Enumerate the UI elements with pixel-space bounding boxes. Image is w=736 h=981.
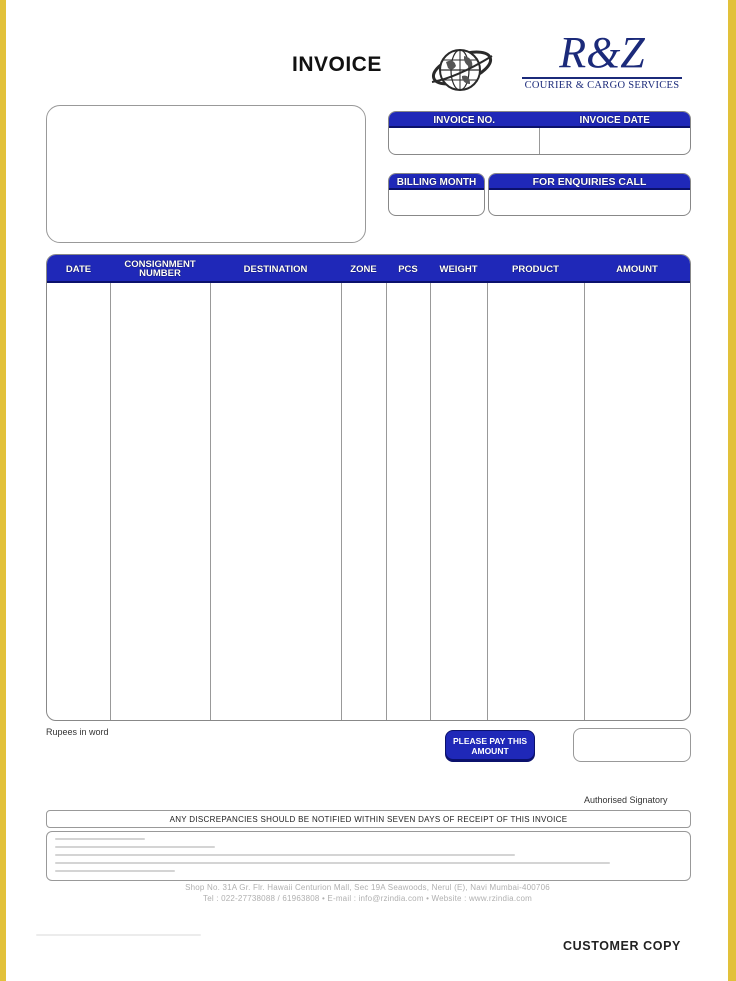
invoice-title: INVOICE: [292, 53, 382, 76]
col-pcs: PCS: [398, 263, 418, 275]
discrepancy-notice: [46, 810, 691, 828]
invoice-no-field[interactable]: [389, 128, 540, 154]
rupees-in-word-label: Rupees in word: [46, 727, 109, 737]
terms-line: [55, 846, 215, 848]
billing-month-label: BILLING MONTH: [396, 176, 477, 188]
invoice-number-date-box: [388, 111, 691, 155]
column-divider: [210, 283, 211, 720]
col-zone: ZONE: [350, 263, 377, 275]
invoice-page: [6, 0, 728, 981]
globe-logo-icon: [426, 38, 498, 100]
col-destination: DESTINATION: [243, 263, 308, 275]
terms-line: [55, 862, 610, 864]
brand-divider: [522, 77, 682, 79]
footer-contact: Tel : 022-27738088 / 61963808 • E-mail : info@rzindia.com • Website : www.rzindia.com: [203, 894, 532, 903]
enquiries-field[interactable]: [489, 190, 690, 215]
enquiries-box: [488, 173, 691, 216]
billing-month-box: [388, 173, 485, 216]
col-date: DATE: [65, 263, 92, 275]
terms-line: [55, 838, 145, 840]
table-header: [47, 255, 690, 283]
terms-box: [46, 831, 691, 881]
billing-month-field[interactable]: [389, 190, 484, 215]
brand-tagline: COURIER & CARGO SERVICES: [524, 80, 680, 91]
terms-line: [55, 870, 175, 872]
col-product: PRODUCT: [512, 263, 559, 275]
discrepancy-notice-text: ANY DISCREPANCIES SHOULD BE NOTIFIED WITHIN SEVEN DAYS OF RECEIPT OF THIS INVOICE: [169, 814, 568, 824]
invoice-date-field[interactable]: [540, 128, 690, 154]
invoice-date-label: INVOICE DATE: [579, 114, 650, 126]
authorised-signatory-label: Authorised Signatory: [584, 795, 668, 805]
column-divider: [430, 283, 431, 720]
col-consignment-number: CONSIGNMENT NUMBER: [124, 259, 196, 279]
column-divider: [110, 283, 111, 720]
items-table: [46, 254, 691, 721]
footer-address: Shop No. 31A Gr. Flr. Hawaii Centurion Mall, Sec 19A Seawoods, Nerul (E), Navi Mumbai-400706: [185, 883, 550, 892]
column-divider: [487, 283, 488, 720]
col-weight: WEIGHT: [439, 263, 478, 275]
please-pay-amount-label: PLEASE PAY THIS AMOUNT: [445, 730, 535, 762]
column-divider: [341, 283, 342, 720]
total-amount-field[interactable]: [573, 728, 691, 762]
col-amount: AMOUNT: [616, 263, 658, 275]
company-logo: [516, 30, 688, 91]
brand-name: R&Z: [559, 28, 645, 77]
enquiries-label: FOR ENQUIRIES CALL: [532, 176, 647, 188]
copy-label: CUSTOMER COPY: [563, 939, 681, 953]
column-divider: [584, 283, 585, 720]
bill-to-address-box[interactable]: [46, 105, 366, 243]
invoice-no-label: INVOICE NO.: [433, 114, 496, 126]
column-divider: [386, 283, 387, 720]
terms-line: [55, 854, 515, 856]
